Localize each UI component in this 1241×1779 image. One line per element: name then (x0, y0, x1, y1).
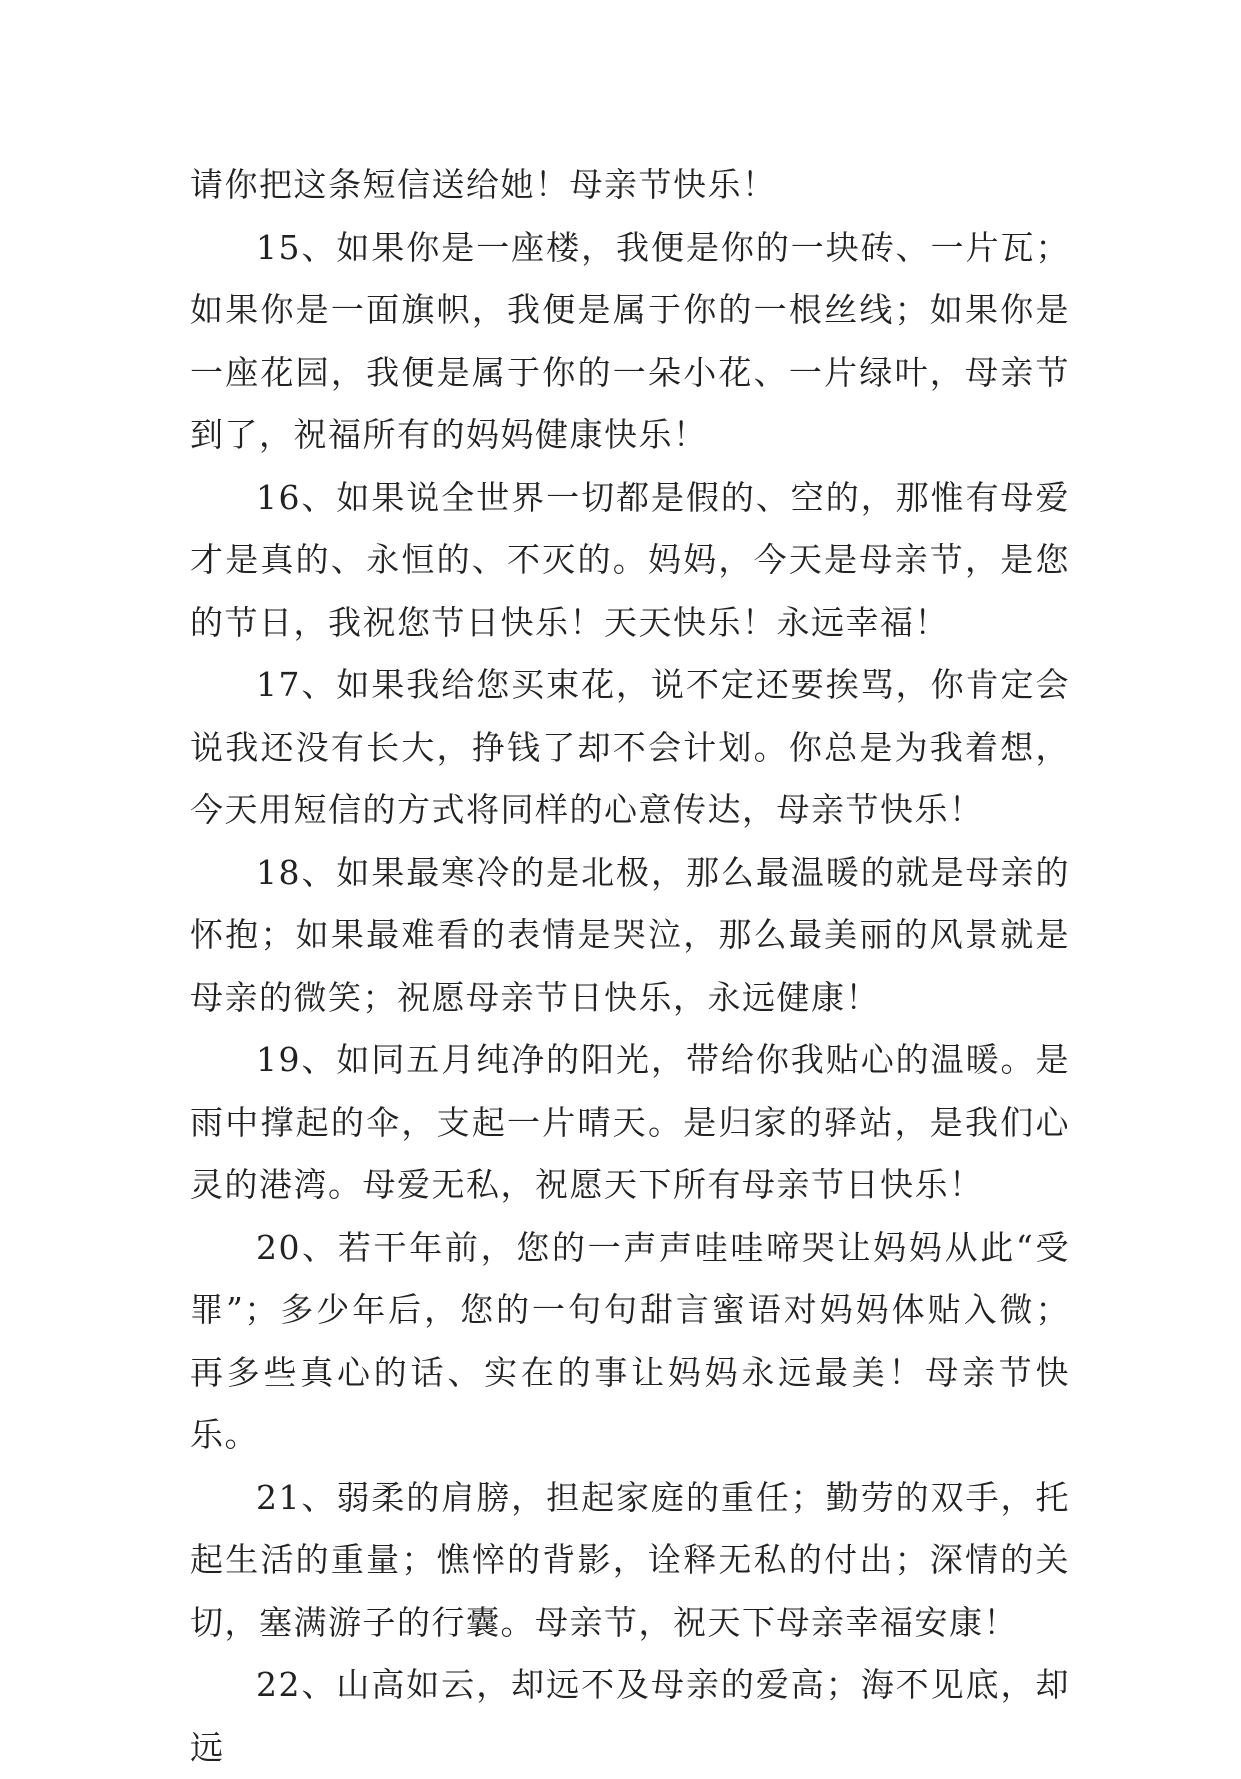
paragraph-22-start: 22、山高如云，却远不及母亲的爱高；海不见底，却远 (190, 1665, 1070, 1767)
paragraph-18: 18、如果最寒冷的是北极，那么最温暖的就是母亲的怀抱；如果最难看的表情是哭泣，那么最美丽的风景就是母亲的微笑；祝愿母亲节日快乐，永远健康！ (190, 852, 1070, 1017)
paragraph-19: 19、如同五月纯净的阳光，带给你我贴心的温暖。是雨中撑起的伞，支起一片晴天。是归家的驿站，是我们心灵的港湾。母爱无私，祝愿天下所有母亲节日快乐！ (190, 1040, 1070, 1204)
paragraph-16: 16、如果说全世界一切都是假的、空的，那惟有母爱才是真的、永恒的、不灭的。妈妈，今天是母亲节，是您的节日，我祝您节日快乐！天天快乐！永远幸福！ (190, 477, 1070, 642)
paragraph-15: 15、如果你是一座楼，我便是你的一块砖、一片瓦；如果你是一面旗帜，我便是属于你的一根丝线；如果你是一座花园，我便是属于你的一朵小花、一片绿叶，母亲节到了，祝福所有的妈妈健康快乐！ (190, 227, 1070, 454)
paragraph-20: 20、若干年前，您的一声声哇哇啼哭让妈妈从此“受罪”；多少年后，您的一句句甜言蜜语对妈妈体贴入微；再多些真心的话、实在的事让妈妈永远最美！母亲节快乐。 (190, 1227, 1070, 1454)
paragraph-21: 21、弱柔的肩膀，担起家庭的重任；勤劳的双手，托起生活的重量；憔悴的背影，诠释无私的付出；深情的关切，塞满游子的行囊。母亲节，祝天下母亲幸福安康！ (190, 1477, 1070, 1642)
paragraph-17: 17、如果我给您买束花，说不定还要挨骂，你肯定会说我还没有长大，挣钱了却不会计划。你总是为我着想，今天用短信的方式将同样的心意传达，母亲节快乐！ (190, 665, 1070, 829)
document-body (190, 154, 1070, 1779)
paragraph-14-ending: 请你把这条短信送给她！母亲节快乐！ (190, 165, 777, 204)
